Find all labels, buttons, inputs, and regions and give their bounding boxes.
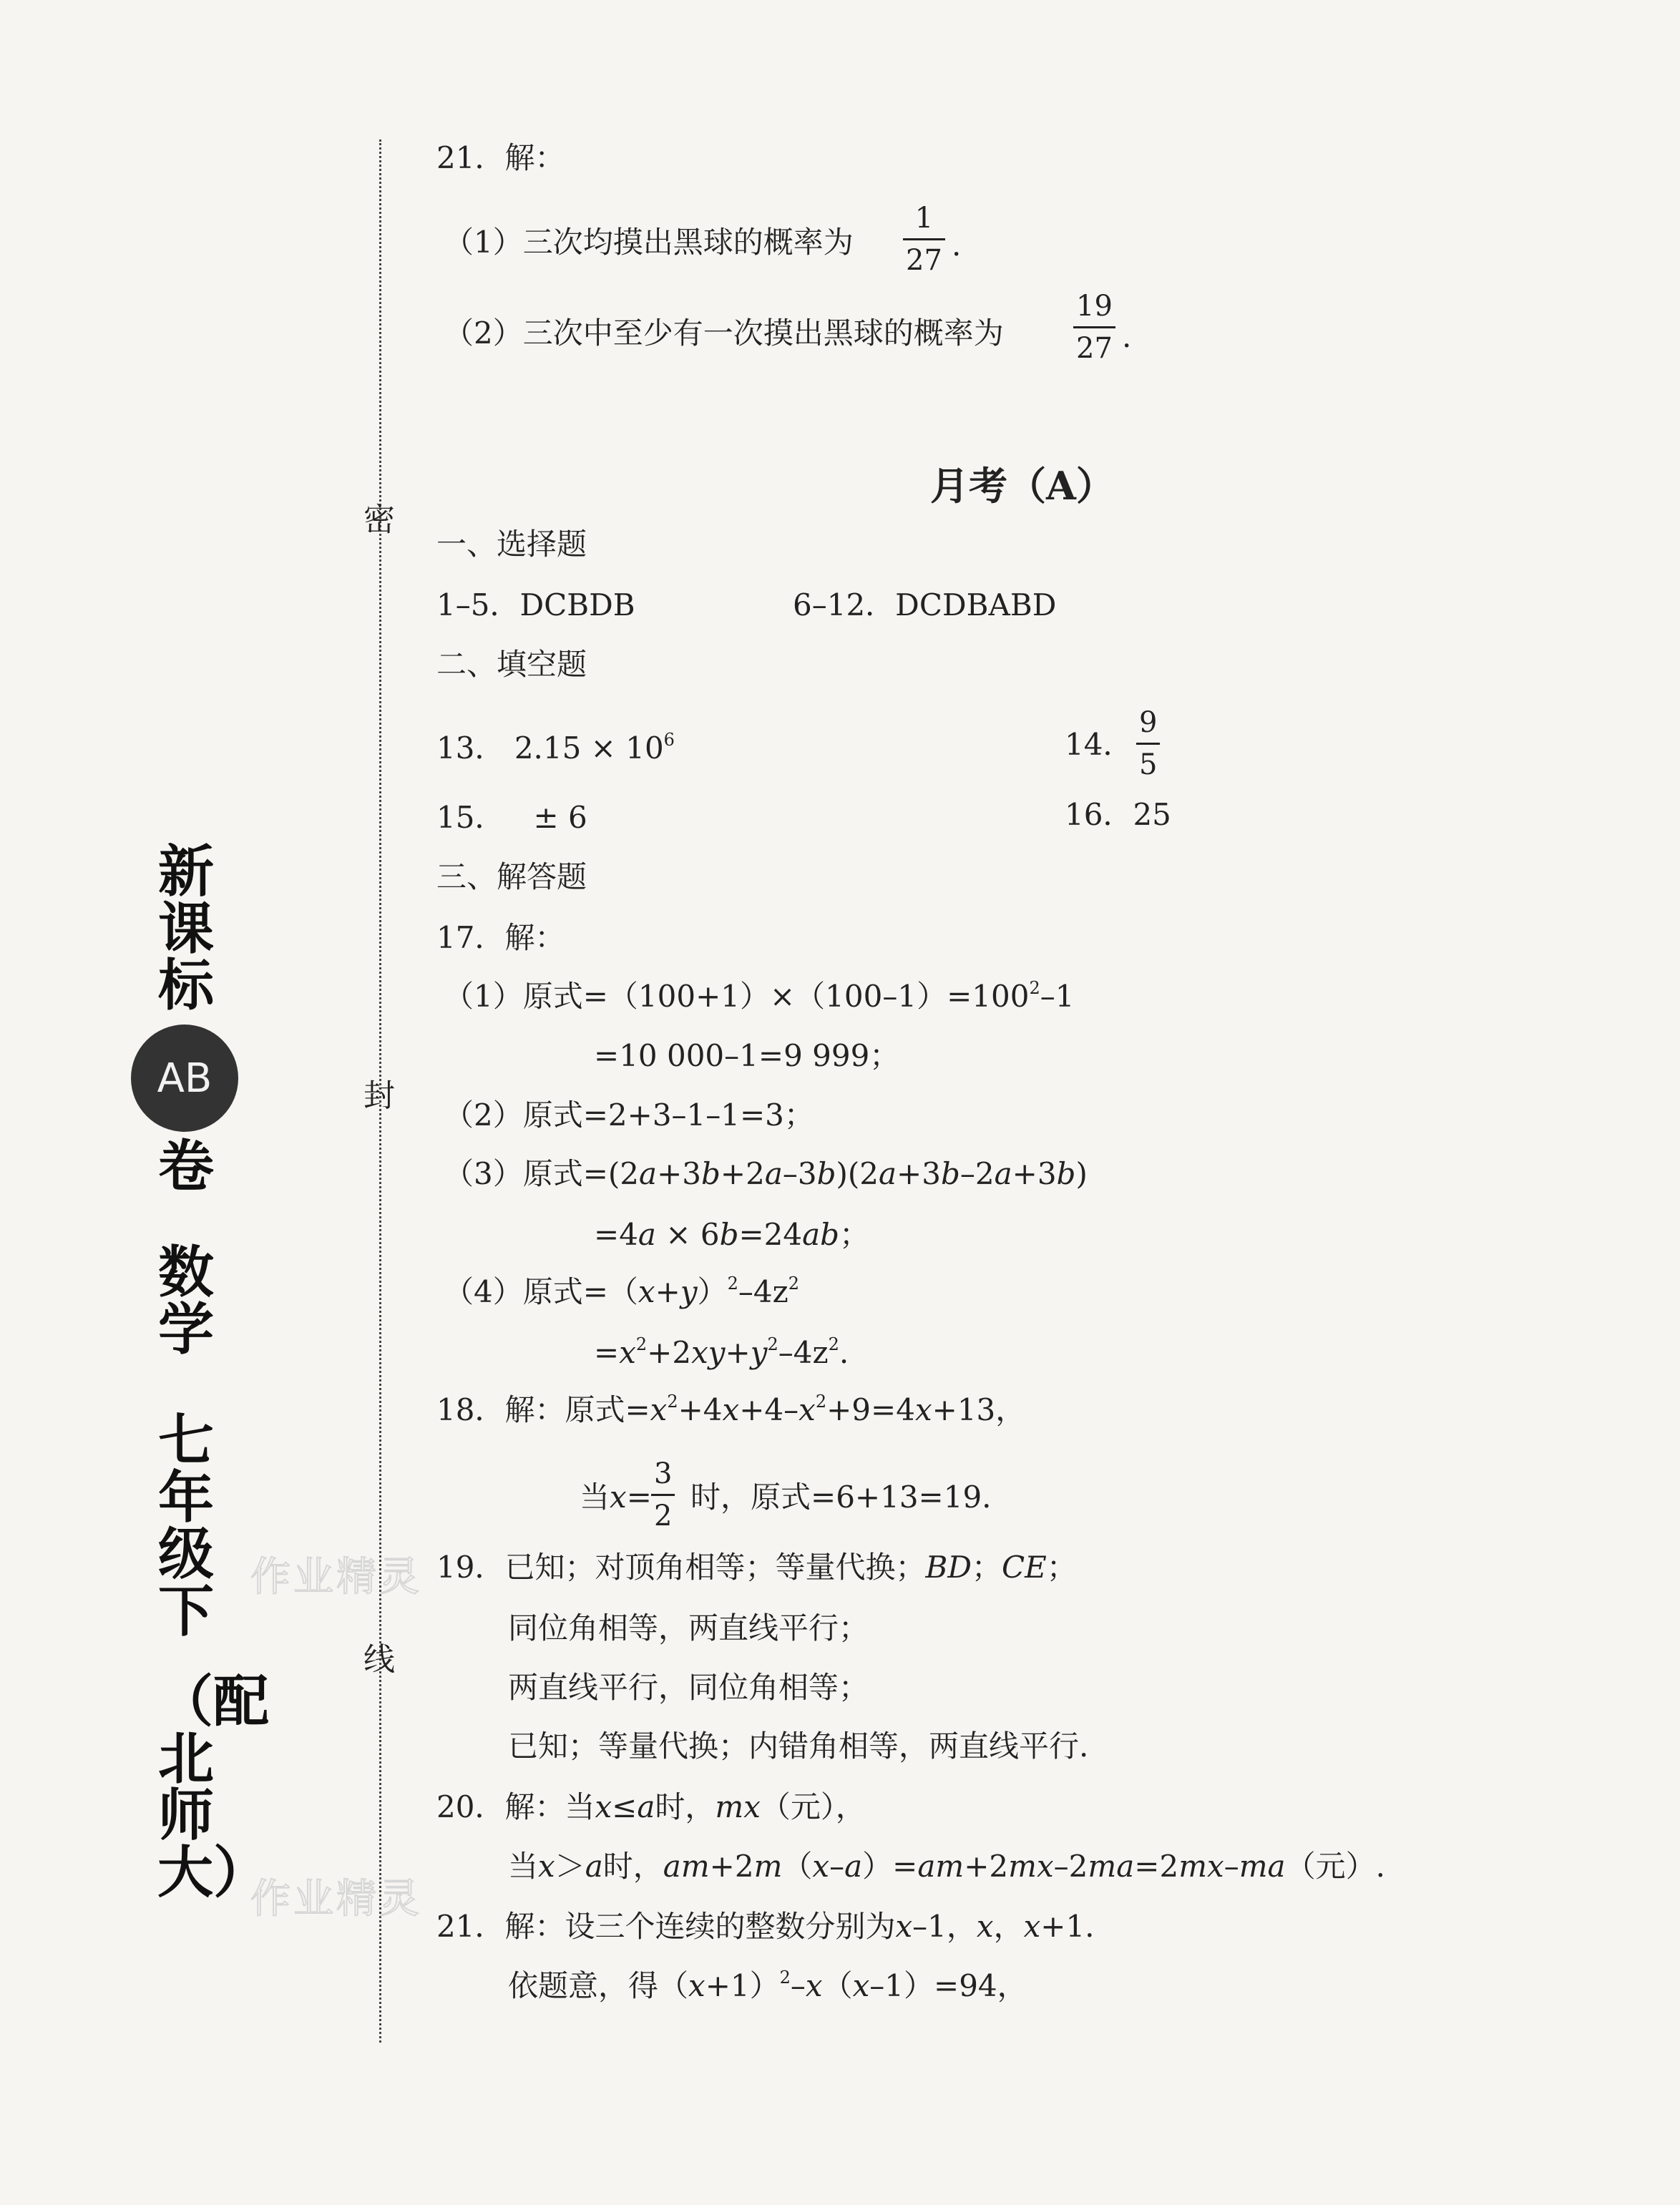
q17-line: （4）原式$=(x+y)^2-4z^2$ [444, 1273, 799, 1309]
spine-subject: 数学 [157, 1241, 214, 1362]
q17-line: （2）原式=2+3–1–1=3； [444, 1097, 814, 1133]
section-heading: 三、解答题 [436, 859, 587, 894]
page-title: 月考（A） [930, 463, 1115, 509]
q21b-line: 21．解：设三个连续的整数分别为x–1，x，x+1. [436, 1909, 1095, 1944]
section-heading: 二、填空题 [436, 647, 587, 682]
mc-answers-2: 6–12．DCDBABD [793, 587, 1057, 622]
period: . [1122, 319, 1132, 354]
q19-line: 19．已知；对顶角相等；等量代换；BD；CE； [436, 1550, 1077, 1585]
seal-feng: 封 [363, 1077, 395, 1114]
fraction: $\frac{9}{5}$ [1136, 708, 1160, 779]
q17-heading: 17．解： [436, 920, 565, 955]
q17-line: =10 000–1=9 999； [594, 1038, 900, 1073]
spine-grade: 七年级下 [157, 1409, 214, 1644]
spine-juan: 卷 [157, 1135, 214, 1199]
q18-line: 当x= [580, 1480, 652, 1515]
seal-xian: 线 [363, 1641, 395, 1678]
fraction: $\frac{1}{27}$ [903, 204, 945, 275]
q17-line: （1）原式$=(100+1)\times(100-1)=100^2-1$ [444, 978, 1075, 1014]
ab-badge: AB [131, 1025, 238, 1132]
q15-answer: 15． ± 6 [436, 800, 587, 835]
fraction: $\frac{3}{2}$ [651, 1460, 675, 1530]
q21-part1: （1）三次均摸出黑球的概率为 [444, 225, 854, 260]
fraction: $\frac{19}{27}$ [1073, 292, 1115, 363]
q21-part2: （2）三次中至少有一次摸出黑球的概率为 [444, 316, 1004, 351]
period: . [952, 228, 962, 263]
q16-answer: 16．25 [1065, 797, 1171, 832]
q13-answer: 13． $2.15 \times 10^6$ [436, 730, 675, 766]
q21b-line: 依题意，得$(x+1)^2-x(x-1)=94$， [508, 1967, 1027, 2003]
spine-series: 新课标 [157, 840, 214, 1019]
q17-line: $=x^2+2xy+y^2-4z^2$. [594, 1334, 849, 1370]
q20-line: 当x＞a时，am+2m（x–a）=am+2mx–2ma=2mx–ma（元）. [508, 1849, 1385, 1884]
watermark: 作业精灵 [250, 1876, 422, 1922]
q20-line: 20．解：当x≤a时，mx（元）， [436, 1789, 866, 1824]
q14-label: 14． [1065, 727, 1133, 762]
mc-answers-1: 1–5．DCBDB [436, 587, 635, 622]
q19-line: 已知；等量代换；内错角相等，两直线平行. [508, 1729, 1089, 1764]
q18-line: 18．解：原式$=x^2+4x+4-x^2+9=4x+13$， [436, 1392, 1026, 1427]
q17-line: =4a × 6b=24ab； [594, 1217, 870, 1252]
seal-mi: 密 [363, 502, 395, 538]
watermark: 作业精灵 [250, 1554, 422, 1600]
q19-line: 同位角相等，两直线平行； [508, 1610, 869, 1646]
spine-edition: （配北师大） [157, 1670, 270, 1905]
q17-line: （3）原式=(2a+3b+2a–3b)(2a+3b–2a+3b) [444, 1156, 1088, 1191]
q21-heading: 21．解： [436, 140, 565, 175]
q19-line: 两直线平行，同位角相等； [508, 1670, 869, 1705]
section-heading: 一、选择题 [436, 527, 587, 562]
q18-line: 时，原式=6+13=19. [690, 1480, 992, 1515]
